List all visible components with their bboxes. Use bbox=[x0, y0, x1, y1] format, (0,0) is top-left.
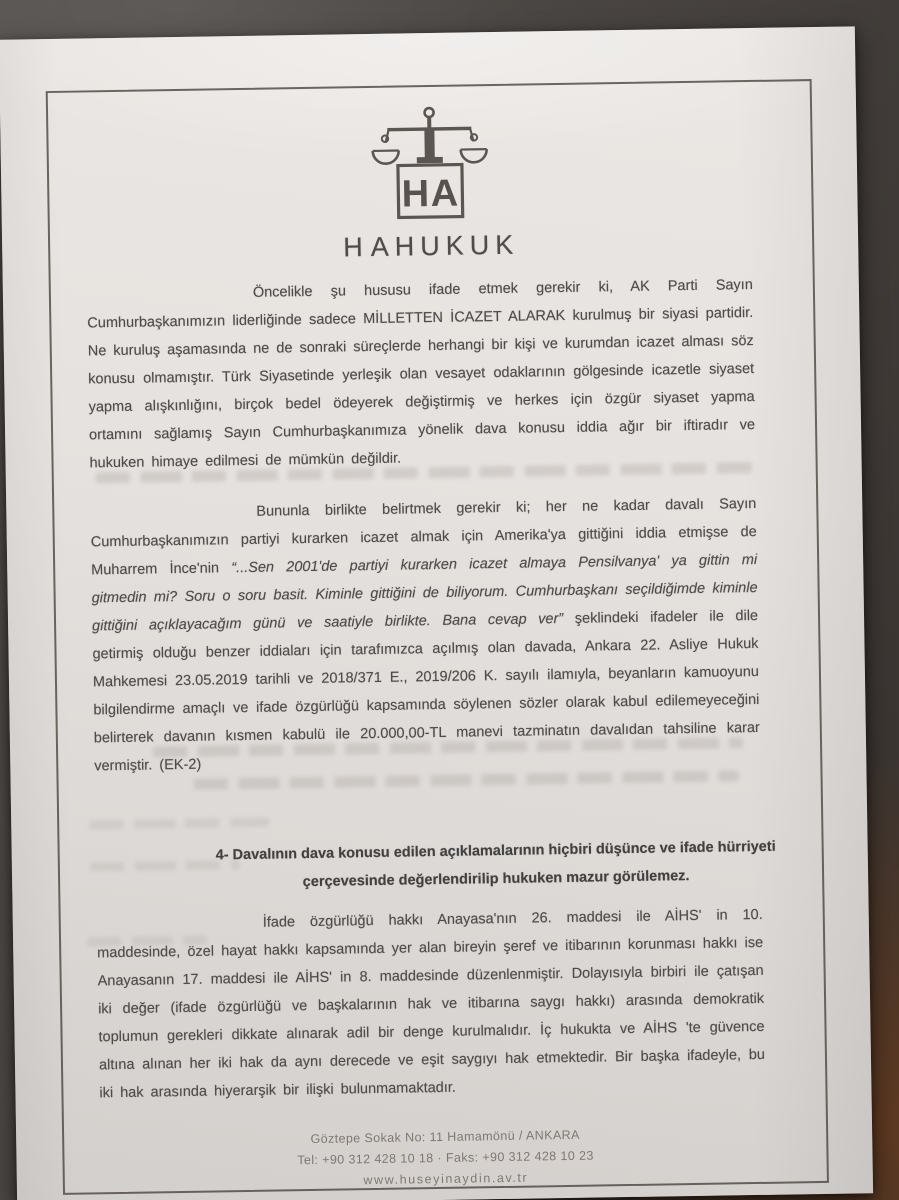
monogram-letter-a: A bbox=[430, 172, 459, 216]
paragraph-freedom-of-expression: İfade özgürlüğü hakkı Anayasa'nın 26. maddesi ile AİHS' in 10. maddesinde, özel hayat hakkı kapsamında yer alan bireyin şeref ve itibarının korunması hakkı ise Anayasanın 17. maddesi ile AİHS' in 8. maddesinde düzenlenmiştir. Dolayısıyla birbiri ile çatışan iki değer (ifade özgürlüğü ve başkalarının hak ve itibarına saygı hakkı) arasında demokratik toplumun gerekleri dikkate alınarak adil bir denge kurulmalıdır. İç hukukta ve AİHS 'te güvence altına alınan her iki hak da aynı derecede ve eşit saygıyı hak etmektedir. Bir başka ifadeyle, bu iki hak arasında hiyerarşik bir ilişki bulunmamaktadır. bbox=[97, 906, 766, 1102]
page-border-frame bbox=[46, 79, 829, 1195]
footer-website: www.huseyinaydin.av.tr bbox=[363, 1170, 529, 1188]
bleedthrough-text-ghost bbox=[89, 818, 269, 830]
wordmark-hukuk: HUKUK bbox=[394, 229, 520, 262]
footer-phone-fax: Tel: +90 312 428 10 18 · Faks: +90 312 428 10 23 bbox=[297, 1148, 594, 1168]
wordmark-a: A bbox=[370, 231, 395, 262]
paragraph-intro: Öncelikle şu hususu ifade etmek gerekir ki, AK Parti Sayın Cumhurbaşkanımızın liderliğinde sadece MİLLETTEN İCAZET ALARAK kurulmuş bir siyasi partidir. Ne kuruluş aşamasında ne de sonraki süreçlerde herhangi bir kişi ve kurumdan icazet alması söz konusu olmamıştır. Türk Siyasetinde yerleşik olan vesayet odaklarının gölgesinde icazetle siyaset yapma alışkınlığını, birçok bedel ödeyerek değiştirmiş ve herkes için özgür siyaset yapma ortamını sağlamış Sayın Cumhurbaşkanımıza yönelik dava konusu iddia ağır bir iftiradır ve hukuken himaye edilmesi de mümkün değildir. bbox=[87, 276, 756, 472]
bleedthrough-text-ghost bbox=[87, 936, 207, 947]
document-page bbox=[0, 26, 873, 1200]
wordmark-h: H bbox=[342, 232, 369, 263]
page-content bbox=[48, 81, 827, 1193]
footer-address: Göztepe Sokak No: 11 Hamamönü / ANKARA bbox=[310, 1127, 580, 1147]
letterhead-footer bbox=[64, 1121, 827, 1196]
paragraph-2-end: şeklindeki ifadeler ile dile getirmiş olduğu benzer iddiaları için tarafımızca açılmış olan davada, Ankara 22. Asliye Hukuk Mahkemesi 23.05.2019 tarihli ve 2018/371 E., 2019/206 K. sayılı ilamıyla, beyanların kamuoyunu bilgilendirme amaçlı ve ifade özgürlüğü kapsamında söylenen sözler olarak kabul edilemeyeceğini belirterek davanın kısmen kabulü ile 20.000,00-TL manevi tazminatın davalıdan tahsiline karar vermiştir. (EK-2) bbox=[92, 607, 760, 775]
section-heading-4: 4- Davalının dava konusu edilen açıklamalarının hiçbiri düşünce ve ifade hürriyeti çerçevesinde değerlendirilip hukuken mazur görülemez. bbox=[215, 838, 776, 891]
law-firm-logo bbox=[342, 104, 520, 263]
paragraph-2-quote: “...Sen 2001'de partiyi kurarken icazet almaya Pensilvanya' ya gittin mi gitmedin mi? Soru o soru basit. Kiminle gittiğini de biliyorum. Cumhurbaşkanı seçildiğimde kiminle gittiğini açıklayacağım günü ve saatiyle birlikte. Bana cevap ver” bbox=[91, 551, 758, 635]
firm-wordmark bbox=[342, 229, 520, 263]
scales-of-justice-icon bbox=[363, 104, 497, 228]
monogram-letter-h: H bbox=[401, 173, 430, 216]
paragraph-2-start: Bununla birlikte belirtmek gerekir ki; her ne kadar davalı Sayın Cumhurbaşkanımızın partiyi kurarken icazet almak için Amerika'ya gittiğini iddia etmişse de Muharrem İnce'nin bbox=[90, 495, 757, 579]
